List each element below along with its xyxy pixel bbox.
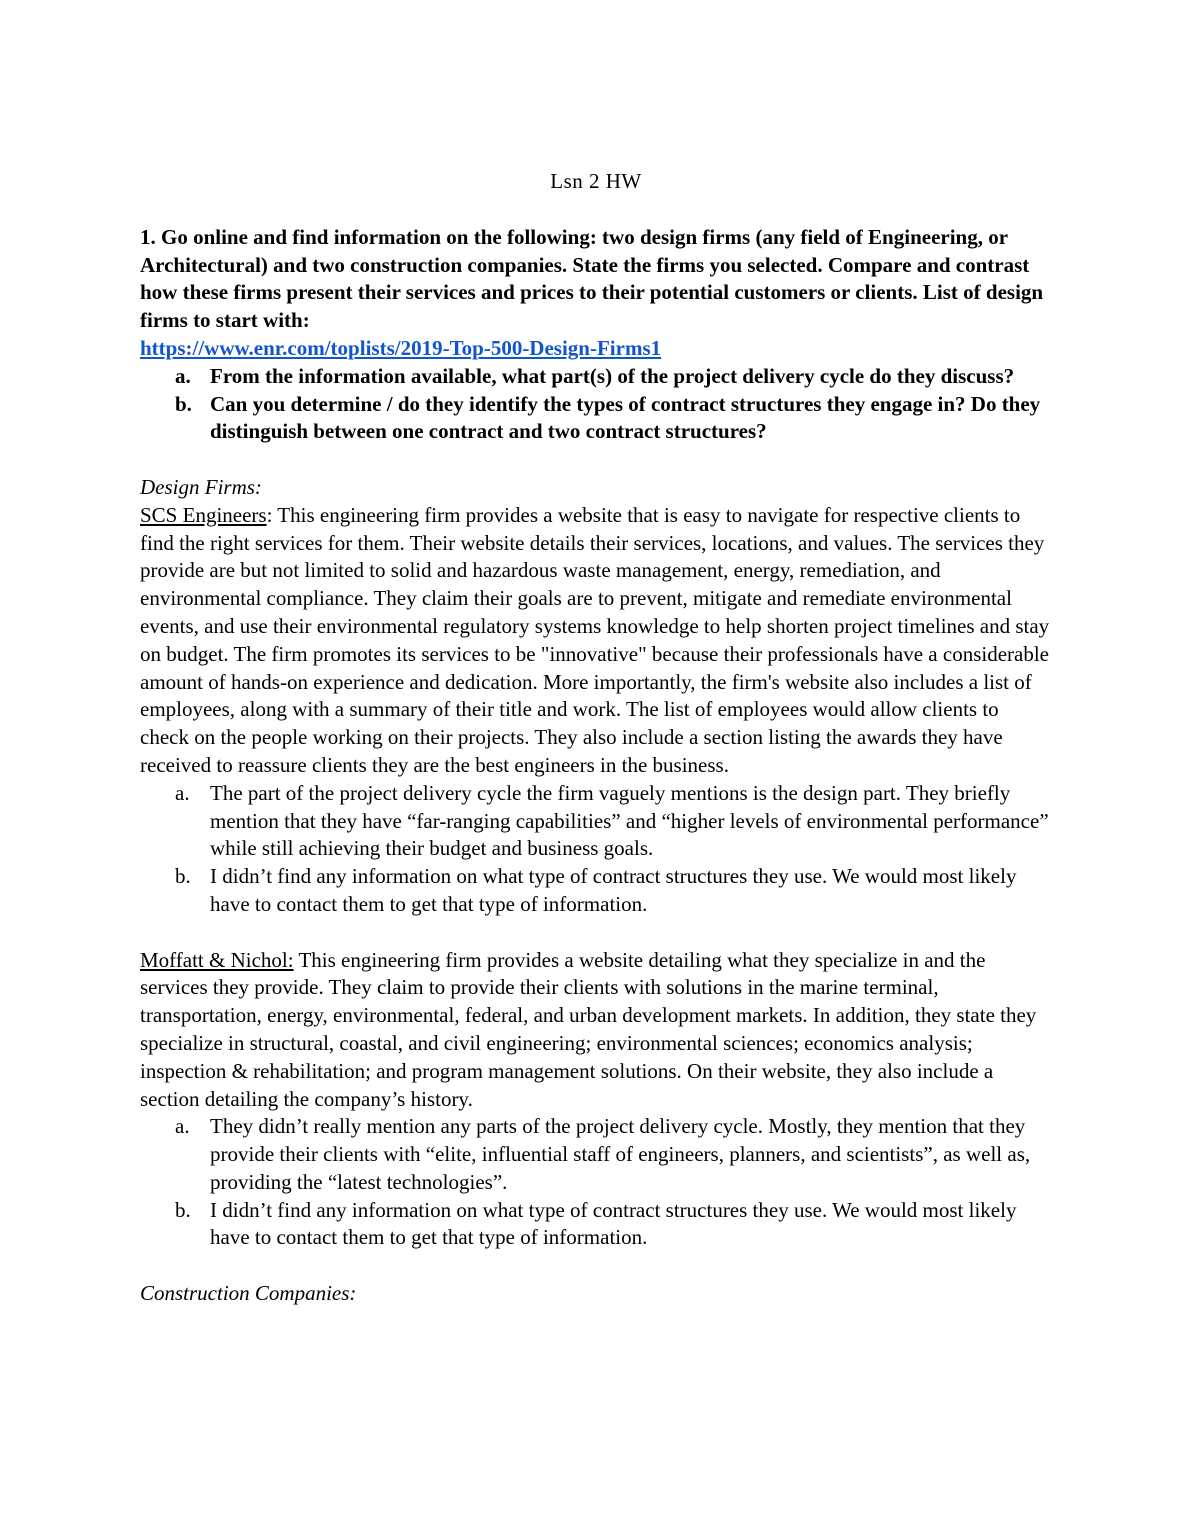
spacer (140, 919, 1052, 947)
firm-answer-a (140, 1113, 1052, 1196)
list-marker: b. (175, 864, 191, 889)
firm-name: Moffatt & Nichol: (140, 947, 294, 972)
list-marker: a. (175, 780, 190, 805)
design-firms-heading: Design Firms: (140, 474, 262, 499)
firm-block-scs (140, 502, 1052, 919)
firm-paragraph (140, 947, 1052, 1114)
list-marker: a. (175, 1114, 190, 1139)
firm-description: This engineering firm provides a website that is easy to navigate for respective clients to find the right services for them. Their website details their services, locations, and values. The services they provide are but not limited to solid and hazardous waste management, energy, remediation, and environmental compliance. They claim their goals are to prevent, mitigate and remediate environmental events, and use their environmental regulatory systems knowledge to help shorten project timelines and stay on budget. The firm promotes its services to be "innovative" because their professionals have a considerable amount of hands-on experience and dedication. More importantly, the firm's website also includes a list of employees, along with a summary of their title and work. The list of employees would allow clients to check on the people working on their projects. They also include a section listing the awards they have received to reassure clients they are the best engineers in the business. (140, 502, 1050, 777)
firm-name: SCS Engineers (140, 502, 267, 527)
list-item-text: The part of the project delivery cycle the firm vaguely mentions is the design part. They briefly mention that they have “far-ranging capabilities” and “higher levels of environmental performance” while still achieving their budget and business goals. (210, 780, 1049, 861)
firm-answer-b (140, 863, 1052, 919)
list-item-text: Can you determine / do they identify the types of contract structures they engage in? Do they distinguish between one contract and two contract structures? (210, 391, 1041, 444)
list-item-text: I didn’t find any information on what type of contract structures they use. We would most likely have to contact them to get that type of information. (210, 1197, 1017, 1250)
firm-name-separator: : (266, 502, 273, 527)
list-item-text: I didn’t find any information on what type of contract structures they use. We would most likely have to contact them to get that type of information. (210, 864, 1017, 916)
question-sub-item-a (140, 363, 1052, 391)
firm-answer-list (140, 1113, 1052, 1252)
firm-answer-b (140, 1197, 1052, 1253)
list-marker: a. (175, 363, 191, 388)
list-item-text: They didn’t really mention any parts of the project delivery cycle. Mostly, they mention that they provide their clients with “elite, influential staff of engineers, planners, and scientists”, as well as, providing the “latest technologies”. (210, 1114, 1031, 1194)
question-sub-item-b (140, 391, 1052, 447)
list-marker: b. (175, 391, 192, 416)
firm-description: This engineering firm provides a website detailing what they specialize in and the services they provide. They claim to provide their clients with solutions in the marine terminal, transportation, energy, environmental, federal, and urban development markets. In addition, they state they specialize in structural, coastal, and civil engineering; environmental sciences; economics analysis; inspection & rehabilitation; and program management solutions. On their website, they also include a section detailing the company’s history. (140, 947, 1037, 1111)
firm-answer-a (140, 780, 1052, 863)
question-intro: 1. Go online and find information on the following: two design firms (any field of Engineering, or Architectural) and two construction companies. State the firms you selected. Compare and contrast how these firms present their services and prices to their potential customers or clients. List of design firms to start with: (140, 224, 1044, 333)
question-sub-list (140, 363, 1052, 446)
firm-answer-list (140, 780, 1052, 919)
design-firms-link[interactable]: https://www.enr.com/toplists/2019-Top-500-Design-Firms1 (140, 335, 662, 360)
document-title: Lsn 2 HW (550, 169, 642, 193)
question-block (140, 224, 1052, 446)
spacer (140, 1252, 1052, 1280)
list-item-text: From the information available, what part(s) of the project delivery cycle do they discuss? (210, 363, 1015, 388)
firm-block-moffatt (140, 947, 1052, 1253)
spacer (140, 446, 1052, 474)
document-page (140, 168, 1052, 1308)
firm-paragraph (140, 502, 1052, 780)
list-marker: b. (175, 1197, 191, 1222)
construction-companies-heading: Construction Companies: (140, 1281, 357, 1306)
